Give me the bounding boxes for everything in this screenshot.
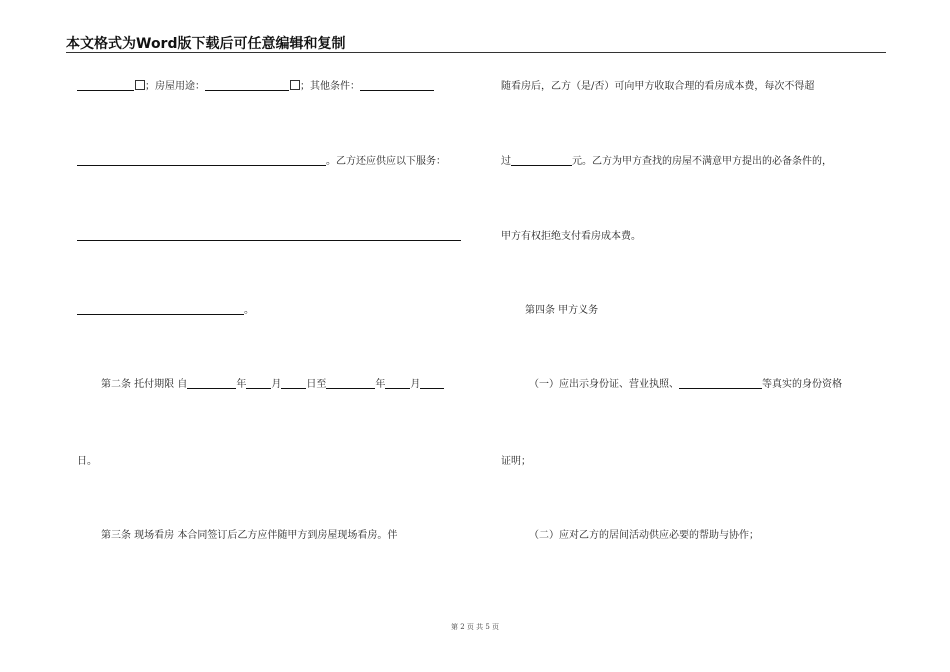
header-divider <box>66 52 886 53</box>
clause-2-title: 第二条 托付期限 自 <box>101 379 188 390</box>
text-segment: 过 <box>501 156 511 167</box>
right-line-2 <box>501 155 832 168</box>
blank-field <box>385 378 410 389</box>
blank-field <box>511 155 572 166</box>
checkbox <box>290 80 300 90</box>
text-segment: 年 <box>236 379 247 390</box>
checkbox <box>135 80 145 90</box>
blank-field <box>281 378 306 389</box>
blank-field <box>360 80 434 91</box>
blank-field <box>77 304 244 315</box>
text-segment: 元。乙方为甲方查找的房屋不满意甲方提出的必备条件的， <box>572 156 832 167</box>
right-line-3: 甲方有权拒绝支付看房成本费。 <box>501 231 641 242</box>
right-line-7: （二）应对乙方的居间活动供应必要的帮助与协作； <box>529 530 759 541</box>
text-segment: 年 <box>375 379 386 390</box>
text-segment: 日至 <box>306 379 327 390</box>
blank-field <box>77 80 134 91</box>
clause-4-title: 第四条 甲方义务 <box>525 305 599 316</box>
left-line-6: 日。 <box>77 456 97 467</box>
blank-field <box>420 378 444 389</box>
left-line-5 <box>101 378 444 391</box>
left-line-4 <box>77 304 254 317</box>
blank-field <box>326 378 375 389</box>
text-segment: ；房屋用途： <box>145 81 205 92</box>
text-segment: 。乙方还应供应以下服务： <box>326 156 446 167</box>
text-segment: 月 <box>410 379 421 390</box>
blank-field <box>246 378 271 389</box>
page-number-footer: 第 2 页 共 5 页 <box>450 623 500 631</box>
left-line-7: 第三条 现场看房 本合同签订后乙方应伴随甲方到房屋现场看房。伴 <box>101 530 398 541</box>
blank-field <box>187 378 236 389</box>
right-line-1: 随看房后，乙方（是/否）可向甲方收取合理的看房成本费，每次不得超 <box>501 81 815 92</box>
document-header-title: 本文格式为Word版下载后可任意编辑和复制 <box>66 36 346 52</box>
left-line-1 <box>77 80 434 93</box>
blank-field <box>679 378 762 389</box>
text-segment: 。 <box>244 305 254 316</box>
right-line-5 <box>529 378 842 391</box>
blank-field <box>77 155 326 166</box>
left-line-2 <box>77 155 446 168</box>
right-line-6: 证明； <box>501 456 531 467</box>
blank-field <box>205 80 289 91</box>
blank-field <box>77 230 461 241</box>
text-segment: （一）应出示身份证、营业执照、 <box>529 379 679 390</box>
text-segment: 月 <box>271 379 282 390</box>
left-line-3 <box>77 230 461 243</box>
text-segment: 等真实的身份资格 <box>762 379 842 390</box>
text-segment: ；其他条件： <box>300 81 360 92</box>
